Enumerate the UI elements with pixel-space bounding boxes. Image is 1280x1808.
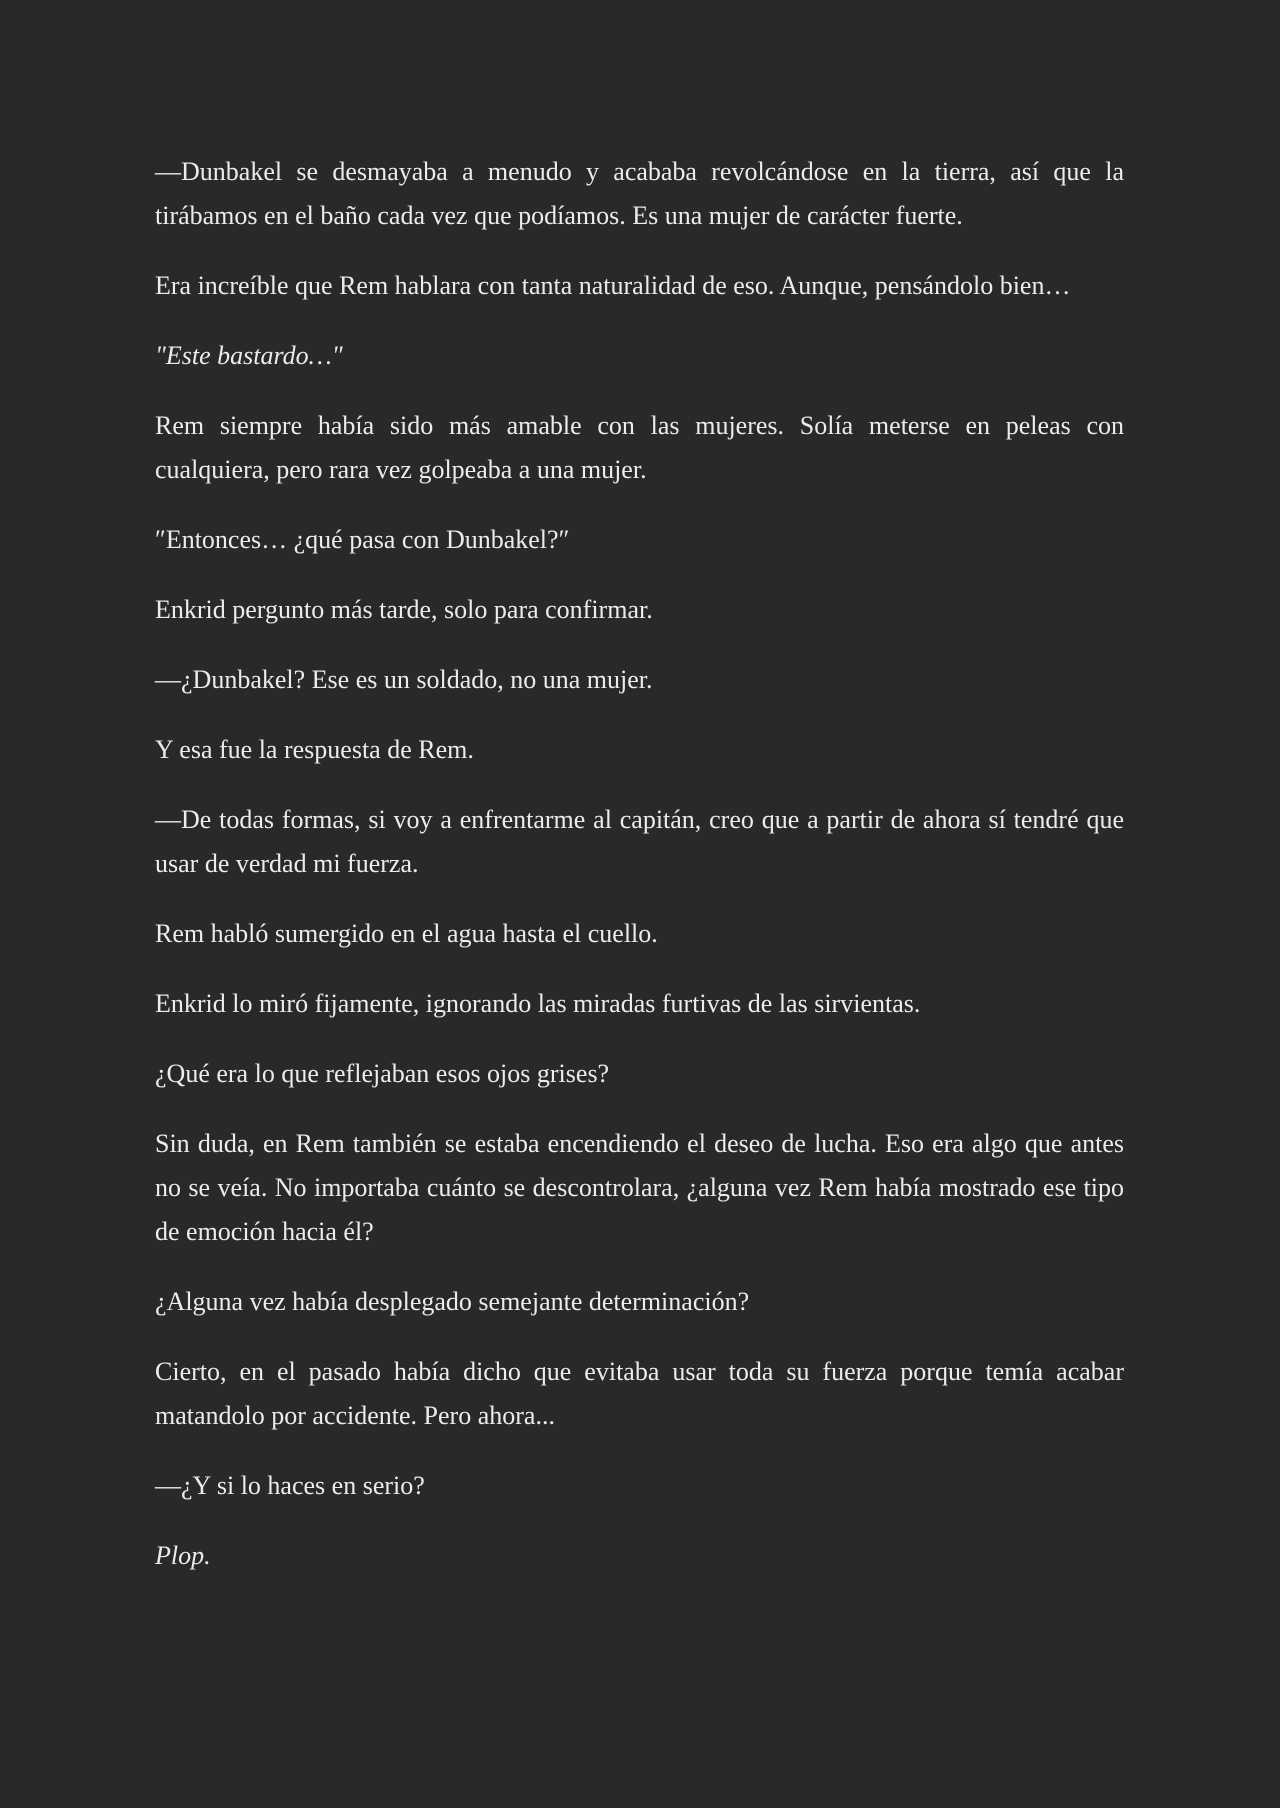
paragraph-dialogue-face-captain: —De todas formas, si voy a enfrentarme al capitán, creo que a partir de ahora sí tendré que usar de verdad mi fuerza.: [155, 805, 1124, 878]
paragraph-narration-rem-in-water: Rem habló sumergido en el agua hasta el cuello.: [155, 919, 658, 948]
paragraph-narration-rem-answer: Y esa fue la respuesta de Rem.: [155, 735, 474, 764]
paragraph-narration-past-strength: Cierto, en el pasado había dicho que evitaba usar toda su fuerza porque temía acabar matandolo por accidente. Pero ahora...: [155, 1357, 1124, 1430]
paragraph-narration-enkrid-stares: Enkrid lo miró fijamente, ignorando las miradas furtivas de las sirvientas.: [155, 989, 921, 1018]
paragraph-narration-enkrid-asks: Enkrid pergunto más tarde, solo para confirmar.: [155, 595, 653, 624]
paragraph-narration-rem-women: Rem siempre había sido más amable con las mujeres. Solía meterse en peleas con cualquiera, pero rara vez golpeaba a una mujer.: [155, 411, 1124, 484]
paragraph-sound-plop: Plop.: [155, 1541, 211, 1570]
paragraph-narration-grey-eyes: ¿Qué era lo que reflejaban esos ojos grises?: [155, 1059, 610, 1088]
paragraph-dialogue-soldier-not-woman: —¿Dunbakel? Ese es un soldado, no una mujer.: [155, 665, 653, 694]
paragraph-thought-bastard: "Este bastardo…": [155, 341, 343, 370]
paragraph-narration-desire-to-fight: Sin duda, en Rem también se estaba encendiendo el deseo de lucha. Eso era algo que antes no se veía. No importaba cuánto se descontrolara, ¿alguna vez Rem había mostrado ese tipo de emoción hacia él?: [155, 1129, 1124, 1246]
paragraph-dialogue-dunbakel-bath: —Dunbakel se desmayaba a menudo y acababa revolcándose en la tierra, así que la tirábamos en el baño cada vez que podíamos. Es una mujer de carácter fuerte.: [155, 157, 1124, 230]
paragraph-dialogue-what-about-dunbakel: ″Entonces… ¿qué pasa con Dunbakel?″: [155, 525, 570, 554]
paragraph-narration-rem-naturalness: Era increíble que Rem hablara con tanta naturalidad de eso. Aunque, pensándolo bien…: [155, 271, 1071, 300]
paragraph-dialogue-in-earnest: —¿Y si lo haces en serio?: [155, 1471, 425, 1500]
paragraph-narration-determination: ¿Alguna vez había desplegado semejante determinación?: [155, 1287, 750, 1316]
